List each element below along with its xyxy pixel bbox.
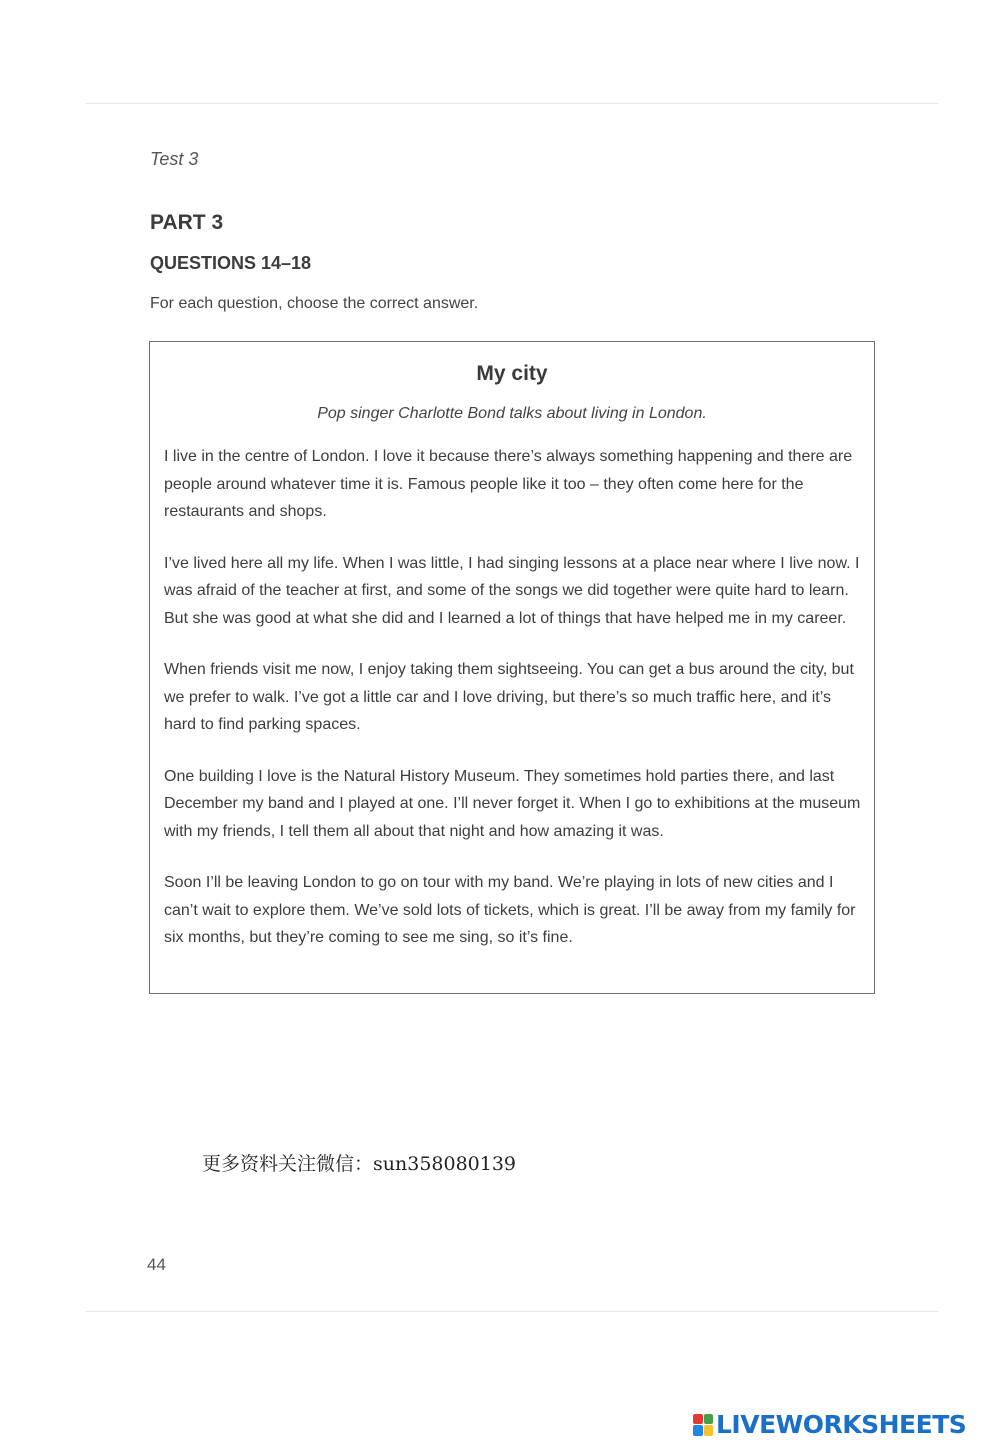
article-box (149, 341, 875, 994)
article-body (164, 443, 864, 976)
page-number: 44 (147, 1255, 166, 1274)
article-paragraph: I’ve lived here all my life. When I was little, I had singing lessons at a place near where I live now. I was afraid of the teacher at first, and some of the songs we did together were quite hard to learn. But she was good at what she did and I learned a lot of things that have helped me in my career. (164, 554, 860, 627)
instruction-text: For each question, choose the correct answer. (150, 295, 479, 312)
top-divider (86, 103, 938, 104)
article-paragraph: Soon I’ll be leaving London to go on tour with my band. We’re playing in lots of new cities and I can’t wait to explore them. We’ve sold lots of tickets, which is great. I’ll be away from my family for six months, but they’re coming to see me sing, so it’s fine. (164, 874, 856, 946)
article-subtitle: Pop singer Charlotte Bond talks about living in London. (317, 405, 707, 422)
wechat-watermark: 更多资料关注微信：sun358080139 (202, 1153, 517, 1175)
questions-title: QUESTIONS 14–18 (150, 253, 312, 273)
test-label: Test 3 (150, 149, 199, 169)
article-paragraph: When friends visit me now, I enjoy taking them sightseeing. You can get a bus around the city, but we prefer to walk. I’ve got a little car and I love driving, but there’s so much traffic here, and it’s hard to find parking spaces. (164, 661, 854, 733)
article-paragraph: One building I love is the Natural History Museum. They sometimes hold parties there, and last December my band and I played at one. I’ll never forget it. When I go to exhibitions at the museum with my friends, I tell them all about that night and how amazing it was. (164, 767, 861, 840)
article-paragraph: I live in the centre of London. I love it because there’s always something happening and there are people around whatever time it is. Famous people like it too – they often come here for the restaurants and shops. (164, 448, 853, 520)
liveworksheets-logo-icon (693, 1414, 713, 1436)
bottom-divider (86, 1311, 938, 1312)
brand-name: LIVEWORKSHEETS (716, 1410, 967, 1439)
part-title: PART 3 (150, 211, 224, 234)
article-title: My city (476, 362, 548, 385)
liveworksheets-brand[interactable] (693, 1410, 966, 1439)
